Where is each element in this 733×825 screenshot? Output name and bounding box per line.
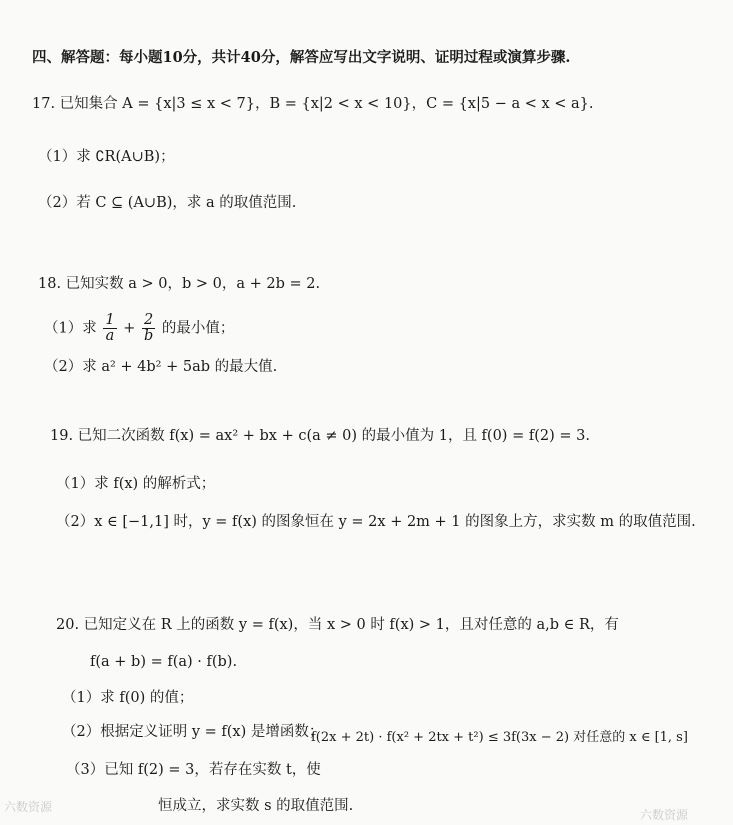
q19-stem: 19. 已知二次函数 f(x) = ax² + bx + c(a ≠ 0) 的最小值为 1，且 f(0) = f(2) = 3.: [50, 428, 590, 444]
fraction-numerator: 1: [105, 312, 115, 328]
q20-part3-tail: 恒成立，求实数 s 的取值范围.: [158, 798, 354, 814]
q20-part1: （1）求 f(0) 的值；: [62, 690, 194, 706]
q18-stem: 18. 已知实数 a > 0，b > 0，a + 2b = 2.: [38, 276, 321, 292]
fraction-2-over-b: [142, 313, 155, 344]
section-header: 四、解答题：每小题10分，共计40分，解答应写出文字说明、证明过程或演算步骤.: [32, 49, 571, 66]
watermark-right: 六数资源: [640, 808, 689, 822]
q20-stem2: f(a + b) = f(a) · f(b).: [90, 654, 238, 670]
fraction-1-over-a: [103, 313, 116, 344]
fraction-denominator: b: [143, 328, 154, 344]
fraction-denominator: a: [105, 328, 115, 344]
q19-part1: （1）求 f(x) 的解析式；: [56, 476, 216, 492]
q20-part2: （2）根据定义证明 y = f(x) 是增函数；: [62, 724, 324, 740]
fraction-numerator: 2: [142, 313, 155, 329]
plus-sign: +: [123, 320, 136, 337]
q20-stem: 20. 已知定义在 R 上的函数 y = f(x)，当 x > 0 时 f(x) > 1，且对任意的 a,b ∈ R，有: [56, 617, 619, 633]
q20-part3: （3）已知 f(2) = 3，若存在实数 t，使: [66, 762, 321, 778]
q17-part1: （1）求 ∁R(A∪B)；: [38, 149, 175, 165]
q17-stem: 17. 已知集合 A = {x|3 ≤ x < 7}，B = {x|2 < x < 10}，C = {x|5 − a < x < a}.: [32, 96, 594, 112]
q18-part1-prefix: （1）求: [44, 320, 97, 337]
q18-part1: [44, 313, 234, 344]
q18-part1-suffix: 的最小值；: [161, 320, 235, 337]
q18-part2: （2）求 a² + 4b² + 5ab 的最大值.: [44, 359, 278, 375]
q19-part2: （2）x ∈ [−1,1] 时，y = f(x) 的图象恒在 y = 2x + 2m + 1 的图象上方，求实数 m 的取值范围.: [56, 514, 696, 530]
q17-part2: （2）若 C ⊆ (A∪B)，求 a 的取值范围.: [38, 195, 297, 211]
q20-part2-tail: f(2x + 2t) · f(x² + 2tx + t²) ≤ 3f(3x − 2) 对任意的 x ∈ [1, s]: [311, 730, 688, 745]
watermark-left: 六数资源: [4, 800, 53, 814]
